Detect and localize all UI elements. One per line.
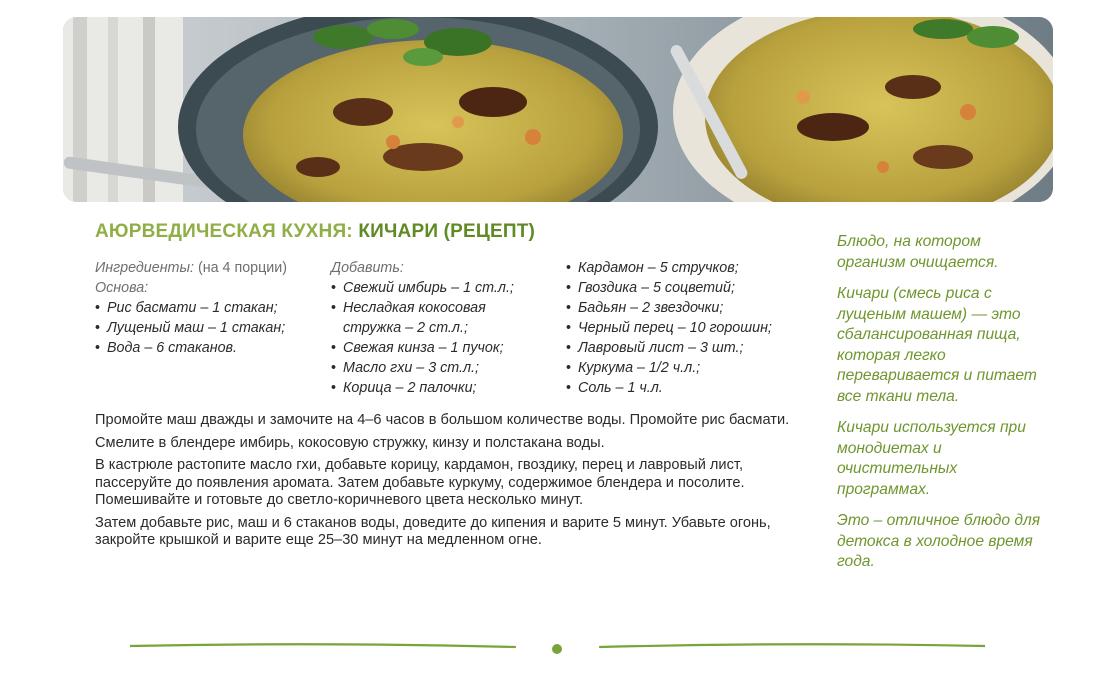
- title-prefix: АЮРВЕДИЧЕСКАЯ КУХНЯ:: [95, 221, 353, 242]
- khichdi-bowls-illustration: [63, 17, 1053, 202]
- list-item: • Несладкая кокосовая стружка – 2 ст.л.;: [331, 298, 561, 338]
- base-heading: Основа:: [95, 280, 149, 296]
- list-item: • Свежий имбирь – 1 ст.л.;: [331, 278, 561, 298]
- list-item: • Масло гхи – 3 ст.л.;: [331, 358, 561, 378]
- step-paragraph: Затем добавьте рис, маш и 6 стаканов воды, доведите до кипения и варите 5 минут. Убавьте огонь, закройте крышкой и варите еще 25–30 минут на медленном огне.: [95, 514, 771, 548]
- step-paragraph: Смелите в блендере имбирь, кокосовую стружку, кинзу и полстакана воды.: [95, 434, 605, 451]
- list-item: • Куркума – 1/2 ч.л.;: [566, 358, 806, 378]
- base-list: [95, 298, 320, 358]
- ingredients-base-column: [95, 258, 320, 358]
- ingredients-spices-column: [566, 258, 806, 398]
- sidebar-note: Блюдо, на котором организм очищается.: [837, 233, 999, 271]
- list-item: • Корица – 2 палочки;: [331, 378, 561, 398]
- servings-note: (на 4 порции): [197, 260, 288, 276]
- list-item: • Вода – 6 стаканов.: [95, 338, 320, 358]
- sidebar-note: Кичари используется при монодиетах и очистительных программах.: [837, 419, 1026, 498]
- list-item: • Кардамон – 5 стручков;: [566, 258, 806, 278]
- list-item: • Бадьян – 2 звездочки;: [566, 298, 806, 318]
- list-item: • Черный перец – 10 горошин;: [566, 318, 806, 338]
- divider-ornament: [130, 640, 985, 658]
- add-heading: Добавить:: [331, 260, 404, 276]
- sidebar-notes: [837, 232, 1067, 584]
- sidebar-note: Это – отличное блюдо для детокса в холодное время года.: [837, 512, 1041, 570]
- list-item: • Лущеный маш – 1 стакан;: [95, 318, 320, 338]
- list-item: • Лавровый лист – 3 шт.;: [566, 338, 806, 358]
- list-item: • Соль – 1 ч.л.: [566, 378, 806, 398]
- step-paragraph: В кастрюле растопите масло гхи, добавьте корицу, кардамон, гвоздику, перец и лавровый лист, пассеруйте до появления аромата. Затем добавьте куркуму, содержимое блендера и посолите. Помешивайте и готовьте до светло-коричневого цвета несколько минут.: [95, 457, 745, 508]
- step-paragraph: Промойте маш дважды и замочите на 4–6 часов в большом количестве воды. Промойте рис басмати.: [95, 412, 790, 428]
- spices-list: [566, 258, 806, 398]
- list-item: • Рис басмати – 1 стакан;: [95, 298, 320, 318]
- ingredients-heading: [95, 258, 320, 278]
- list-item: • Свежая кинза – 1 пучок;: [331, 338, 561, 358]
- sidebar-note: Кичари (смесь риса с лущеным машем) — это сбалансированная пища, которая легко переваривается и питает все ткани тела.: [837, 285, 1037, 405]
- ingredients-add-column: [331, 258, 561, 398]
- title-main: КИЧАРИ (РЕЦЕПТ): [358, 221, 536, 242]
- recipe-title: [95, 221, 535, 243]
- ingredients-label: Ингредиенты:: [95, 260, 194, 276]
- header-photo: [63, 17, 1053, 202]
- recipe-steps: [95, 412, 800, 555]
- add-list: [331, 278, 561, 398]
- list-item: • Гвоздика – 5 соцветий;: [566, 278, 806, 298]
- bottom-divider: [130, 640, 985, 658]
